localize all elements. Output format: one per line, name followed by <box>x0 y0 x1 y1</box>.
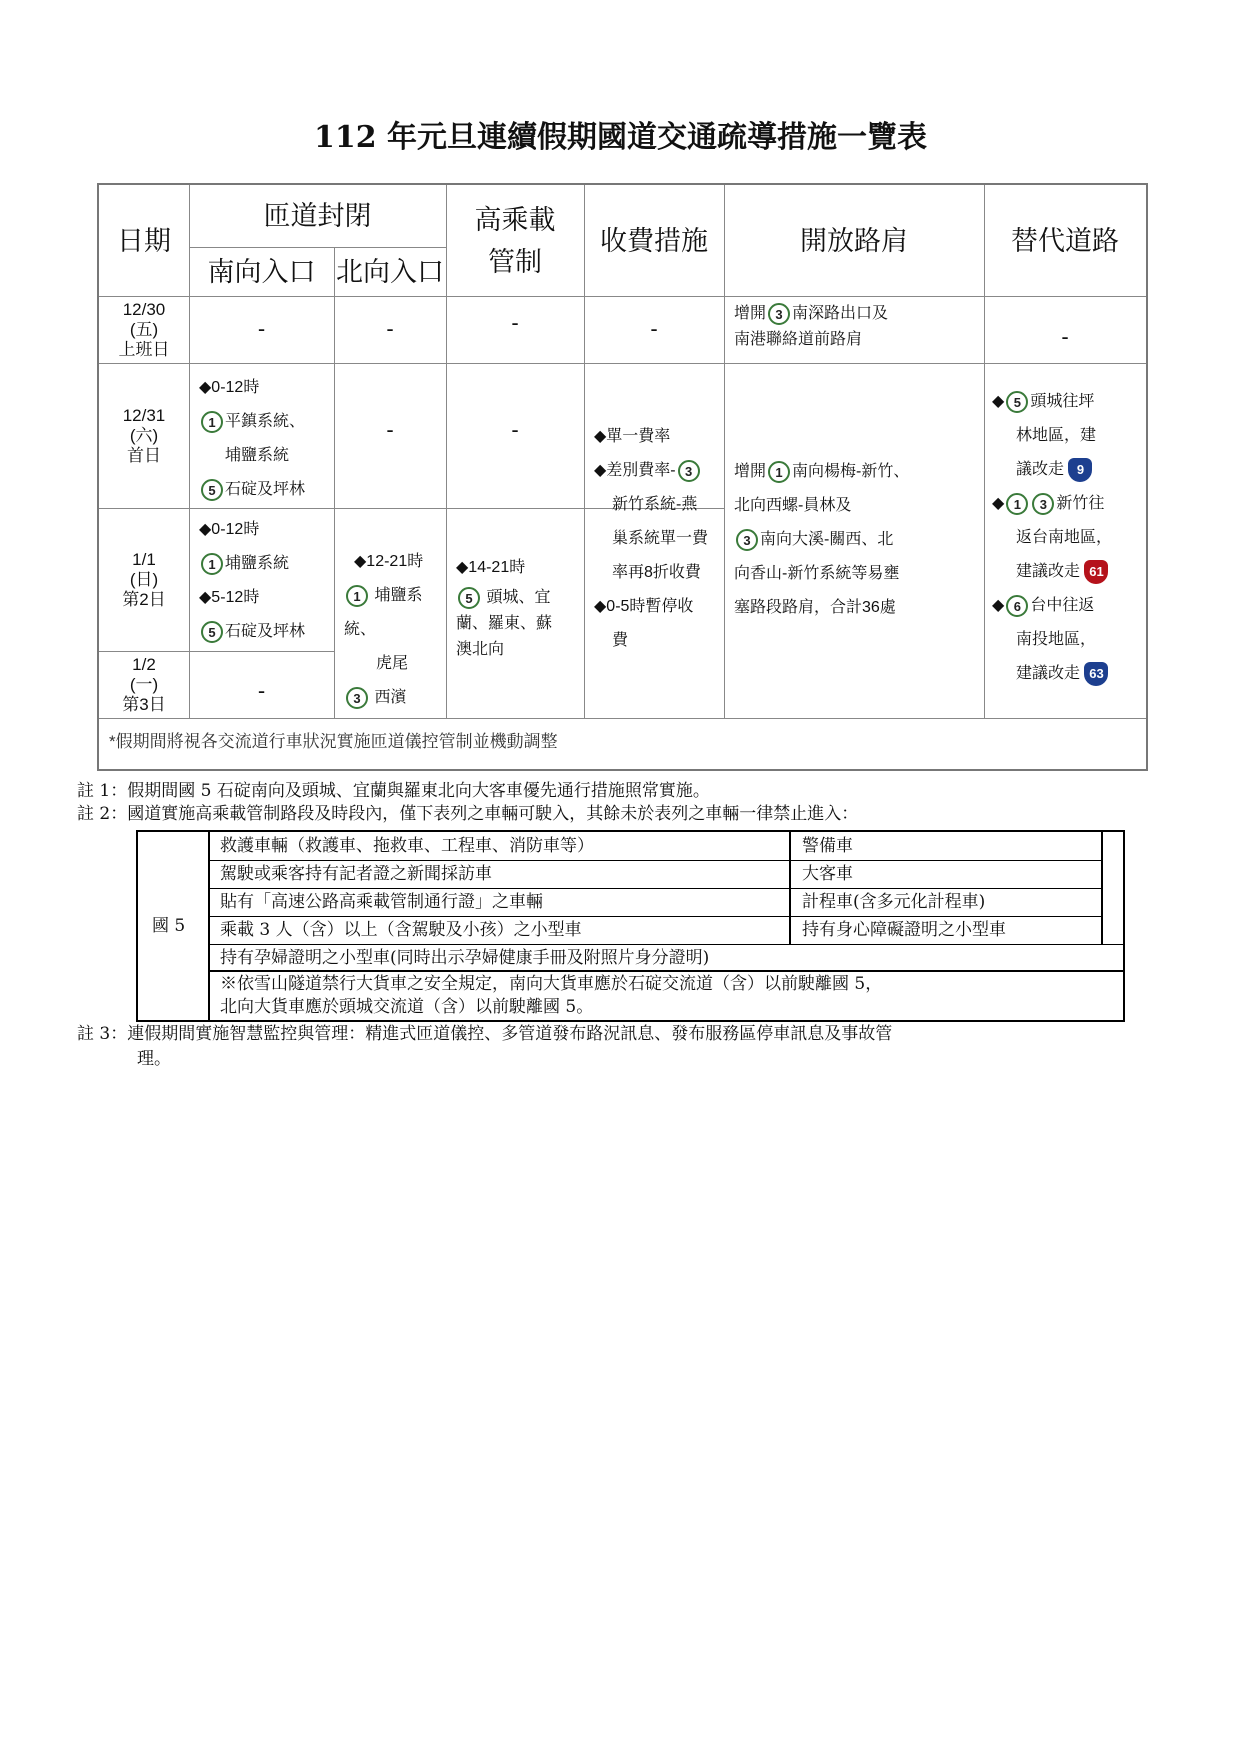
date-cell <box>99 508 189 651</box>
header-south-entry: 南向入口 <box>207 256 316 287</box>
header-north-entry: 北向入口 <box>336 256 444 287</box>
day-label: 首日 <box>127 445 161 465</box>
hov-text: 蘭、羅東、蘇 <box>456 615 553 632</box>
toll-text: ◆差別費率- <box>594 462 676 479</box>
shoulder-text: 南港聯絡道前路肩 <box>734 331 863 348</box>
hov-vehicle-table <box>136 830 1125 1022</box>
ramp-text: 埔鹽系統 <box>225 447 290 464</box>
freeway-1-icon: 1 <box>346 585 368 607</box>
expressway-9-icon: 9 <box>1068 458 1092 482</box>
ramp-text: 埔鹽系統、 <box>344 587 423 638</box>
alt-text: 林地區，建 <box>1016 427 1097 444</box>
north-entry-r2 <box>344 545 446 715</box>
alt-text: 建議改走 <box>1016 665 1081 682</box>
date-cell <box>99 363 189 508</box>
vehicle-item: 持有孕婦證明之小型車(同時出示孕婦健康手冊及附照片身分證明) <box>220 948 710 968</box>
freeway-5-icon: 5 <box>201 621 223 643</box>
weekday-text: (日) <box>129 569 159 589</box>
alt-text: 議改走 <box>1016 461 1065 478</box>
ramp-text: 石碇及坪林 <box>225 623 306 640</box>
diamond-icon: ◆ <box>992 495 1005 512</box>
vehicle-item: 貼有「高速公路高乘載管制通行證」之車輛 <box>220 892 543 912</box>
toll-text: 巢系統單一費 <box>612 530 709 547</box>
toll-text: 率再8折收費 <box>612 564 701 581</box>
freeway-5-icon: 5 <box>1006 391 1028 413</box>
freeway-6-icon: 6 <box>1006 595 1028 617</box>
note-1: 註 1：假期間國 5 石碇南向及頭城、宜蘭與羅東北向大客車優先通行措施照常實施。 <box>77 781 710 801</box>
vehicle-item: 大客車 <box>802 864 853 884</box>
shoulder-text: 南向大溪-關西、北 <box>760 531 894 548</box>
ramp-text: 平鎮系統、 <box>225 413 306 430</box>
empty-cell: - <box>257 316 266 341</box>
toll-text: ◆單一費率 <box>594 428 671 445</box>
vehicle-item: 持有身心障礙證明之小型車 <box>802 920 1006 940</box>
toll-text: 新竹系統-燕 <box>612 496 698 513</box>
weekday-text: (五) <box>129 319 159 339</box>
alt-text: 建議改走 <box>1016 563 1081 580</box>
shoulder-text: 向香山-新竹系統等易壅 <box>734 565 900 582</box>
alt-text: 頭城往坪 <box>1030 393 1095 410</box>
vehicle-item: 警備車 <box>802 836 853 856</box>
freeway-5-icon: 5 <box>201 479 223 501</box>
freeway-1-icon: 1 <box>768 461 790 483</box>
freeway-1-icon: 1 <box>201 411 223 433</box>
table-footnote: *假期間將視各交流道行車狀況實施匝道儀控管制並機動調整 <box>109 732 558 751</box>
header-hov <box>446 185 584 296</box>
ramp-text: 西濱 <box>374 689 407 706</box>
freeway-3-icon: 3 <box>768 303 790 325</box>
ramp-text: 石碇及坪林 <box>225 481 306 498</box>
date-text: 12/31 <box>122 405 166 425</box>
date-cell <box>99 651 189 718</box>
empty-cell: - <box>386 316 394 341</box>
shoulder-text: 南向楊梅-新竹、 <box>792 463 910 480</box>
toll-text: ◆0-5時暫停收 <box>594 598 694 615</box>
day-label: 上班日 <box>118 339 170 359</box>
toll-cell <box>594 420 724 658</box>
freeway-5-label: 國 5 <box>152 916 186 936</box>
freeway-3-icon: 3 <box>346 687 368 709</box>
time-text: ◆12-21時 <box>354 553 424 570</box>
date-text: 12/30 <box>122 299 166 319</box>
shoulder-text: 增開 <box>734 463 767 480</box>
diamond-icon: ◆ <box>992 393 1005 410</box>
shoulder-text: 北向西螺-員林及 <box>734 497 852 514</box>
empty-cell: - <box>511 310 519 335</box>
toll-text: 費 <box>612 632 629 649</box>
date-text: 1/1 <box>132 549 156 569</box>
vehicle-item: 計程車(含多元化計程車) <box>802 892 986 912</box>
provincial-63-icon: 63 <box>1084 662 1108 686</box>
vehicle-item: 駕駛或乘客持有記者證之新聞採訪車 <box>220 864 492 884</box>
shoulder-text: 增開 <box>734 305 767 322</box>
freeway-5-icon: 5 <box>458 587 480 609</box>
shoulder-cell <box>734 455 984 625</box>
day-label: 第2日 <box>122 589 166 609</box>
diamond-icon: ◆ <box>992 597 1005 614</box>
time-text: ◆14-21時 <box>456 559 526 576</box>
header-toll: 收費措施 <box>600 225 708 256</box>
south-entry-r2 <box>199 513 334 649</box>
note-2: 註 2：國道實施高乘載管制路段及時段內，僅下表列之車輛可駛入，其餘未於表列之車輛一律禁止進入： <box>77 804 859 824</box>
truck-rule: 北向大貨車應於頭城交流道（含）以前駛離國 5。 <box>220 997 594 1017</box>
provincial-61-icon: 61 <box>1084 560 1108 584</box>
ramp-text: 埔鹽系統 <box>225 555 290 572</box>
empty-cell: - <box>257 678 266 703</box>
page-title: 112 年元旦連續假期國道交通疏導措施一覽表 <box>313 120 928 155</box>
vehicle-item: 乘載 3 人（含）以上（含駕駛及小孩）之小型車 <box>220 920 582 940</box>
truck-rule: ※依雪山隧道禁行大貨車之安全規定，南向大貨車應於石碇交流道（含）以前駛離國 5， <box>220 974 883 994</box>
header-hov-line1: 高乘載 <box>474 204 556 235</box>
freeway-3-icon: 3 <box>1032 493 1054 515</box>
freeway-1-icon: 1 <box>1006 493 1028 515</box>
note-3: 註 3：連假期間實施智慧監控與管理：精進式匝道儀控、多管道發布路況訊息、發布服務區停車訊息及事故管 <box>77 1024 893 1044</box>
weekday-text: (一) <box>129 674 159 694</box>
alt-text: 南投地區， <box>1016 631 1097 648</box>
alt-text: 台中往返 <box>1030 597 1095 614</box>
freeway-3-icon: 3 <box>678 460 700 482</box>
empty-cell: - <box>650 316 658 341</box>
time-text: ◆5-12時 <box>199 589 260 606</box>
date-cell <box>99 296 189 363</box>
ramp-text: 虎尾 <box>376 655 409 672</box>
shoulder-text: 塞路段路肩，合計36處 <box>734 599 896 616</box>
day-label: 第3日 <box>122 694 166 714</box>
header-date: 日期 <box>117 225 171 256</box>
freeway-1-icon: 1 <box>201 553 223 575</box>
shoulder-text: 南深路出口及 <box>792 305 889 322</box>
time-text: ◆0-12時 <box>199 521 260 538</box>
hov-text: 頭城、宜 <box>486 589 551 606</box>
shoulder-cell-r0 <box>734 301 984 353</box>
hov-text: 澳北向 <box>456 641 505 658</box>
alt-text: 新竹往 <box>1056 495 1105 512</box>
alt-text: 返台南地區， <box>1016 529 1113 546</box>
empty-cell: - <box>511 417 519 442</box>
note-3-cont: 理。 <box>137 1049 171 1069</box>
vehicle-item: 救護車輛（救護車、拖救車、工程車、消防車等） <box>220 836 594 856</box>
weekday-text: (六) <box>129 425 159 445</box>
header-alt-route: 替代道路 <box>1011 225 1119 256</box>
empty-cell: - <box>386 417 394 442</box>
freeway-3-icon: 3 <box>736 529 758 551</box>
alt-route-cell <box>992 385 1146 691</box>
time-text: ◆0-12時 <box>199 379 260 396</box>
header-ramp-closure: 匝道封閉 <box>263 201 372 231</box>
measures-table <box>97 183 1148 771</box>
hov-r2 <box>456 551 584 663</box>
date-text: 1/2 <box>132 654 156 674</box>
south-entry-r1 <box>199 371 334 507</box>
header-shoulder: 開放路肩 <box>800 225 908 256</box>
empty-cell: - <box>1061 324 1069 349</box>
header-hov-line2: 管制 <box>488 246 542 277</box>
